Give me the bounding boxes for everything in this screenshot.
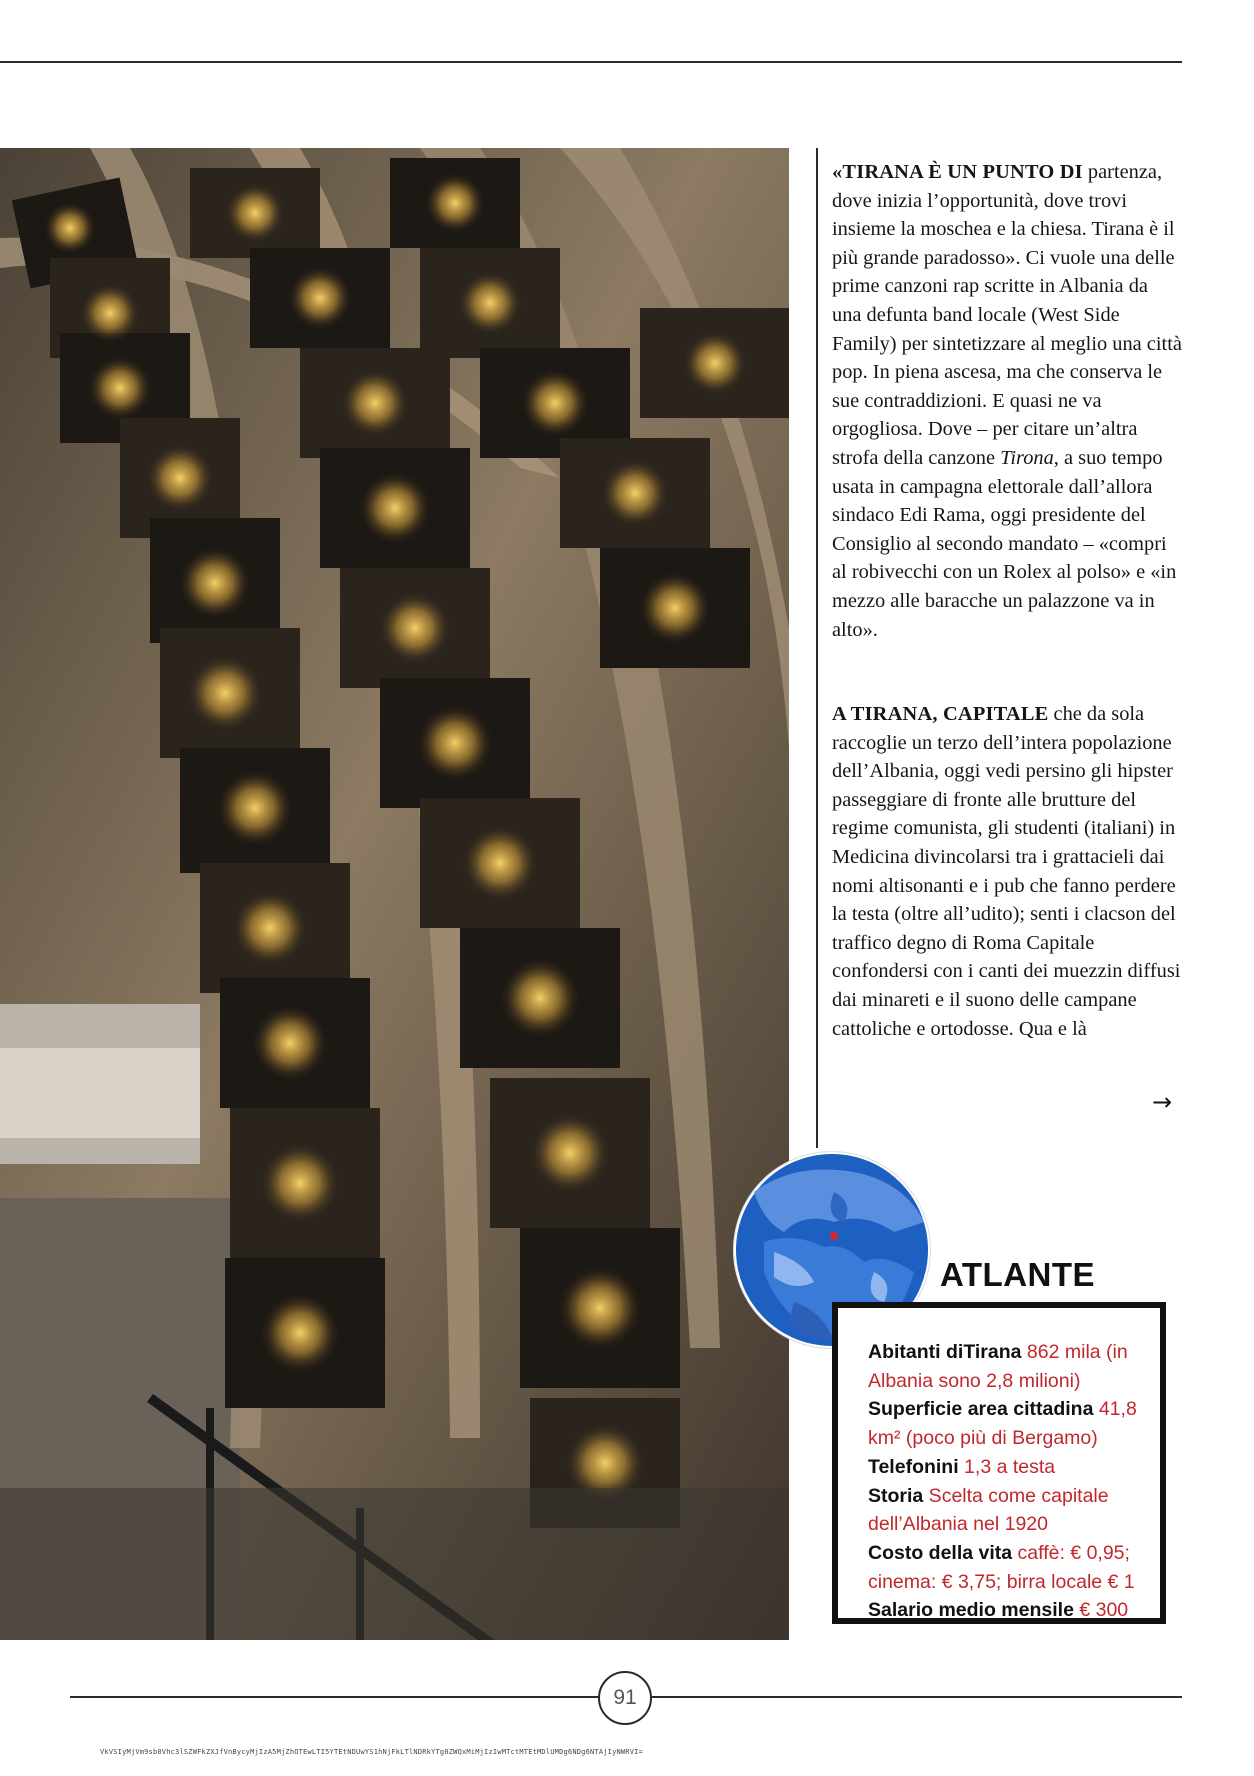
photo-illustration — [0, 148, 789, 1640]
atlante-item — [868, 1539, 1168, 1596]
atlante-label: Costo della vita — [868, 1541, 1013, 1564]
atlante-value: Scelta come capitale dell’Albania nel 1920 — [868, 1484, 1109, 1536]
atlante-box — [832, 1302, 1166, 1624]
footer-code: VkVSIyMjVm9sb0Vhc3lSZWFkZXJfVnBycyMjIzA5MjZhOTEwLTI5YTEtNDUwYS1hNjFkLTlNDRkYTg0ZWQxMiMjIzIwMTctMTEtMDlUMDg6NDg6NTAjIyNWRVI= — [100, 1748, 643, 1756]
atlante-list — [868, 1338, 1168, 1625]
paragraph-text: che da sola raccoglie un terzo dell’intera popolazione dell’Albania, oggi vedi persino gli hipster passeggiare di fronte alle brutture del regime comunista, gli studenti (italiani) in Medicina divincolarsi tra i grattacieli dai nomi altisonanti e i pub che fanno perdere la testa (oltre all’udito); senti i clacson del traffico degno di Roma Capitale confondersi con i canti dei muezzin diffusi dai minareti e il suono delle campane cattoliche e ortodosse. Qua e là — [832, 703, 1181, 1040]
paragraph-text: partenza, dove inizia l’opportunità, dove trovi insieme la moschea e la chiesa. Tirana è il più grande paradosso». Ci vuole una delle prime canzoni rap scritte in Albania da una defunta band locale (West Side Family) per sintetizzare al meglio una città pop. In piena ascesa, ma che conserva le sue contraddizioni. E quasi ne va orgogliosa. Dove – per citare un’altra strofa della canzone — [832, 161, 1182, 469]
atlante-label: Storia — [868, 1484, 924, 1507]
article-paragraph-1 — [832, 158, 1182, 644]
article-photo — [0, 148, 789, 1640]
page-number: 91 — [598, 1671, 652, 1725]
atlante-label: Superficie area cittadina — [868, 1398, 1094, 1421]
atlante-value: 1,3 a testa — [958, 1455, 1056, 1478]
atlante-value: 862 mila (in Albania sono 2,8 milioni) — [868, 1341, 1128, 1392]
atlante-item — [868, 1482, 1168, 1539]
atlante-value: 41,8 km² (poco più di Bergamo) — [868, 1398, 1137, 1450]
top-rule — [0, 61, 1182, 63]
paragraph-lead: A TIRANA, CAPITALE — [832, 703, 1049, 725]
atlante-label: Abitanti diTirana — [868, 1341, 1022, 1363]
atlante-value: € 300 — [1073, 1599, 1129, 1622]
atlante-item — [868, 1596, 1168, 1625]
atlante-label: Telefonini — [868, 1455, 959, 1478]
continue-arrow-icon: → — [1152, 1088, 1173, 1116]
paragraph-text: , a suo tempo usata in campagna elettorale dall’allora sindaco Edi Rama, oggi presidente del Consiglio al secondo mandato – «compri al robivecchi con un Rolex al polso» e «in mezzo alle baracche un palazzone va in alto». — [832, 446, 1177, 641]
atlante-item — [868, 1453, 1168, 1482]
atlante-item — [868, 1395, 1168, 1452]
atlante-item — [868, 1338, 1168, 1395]
song-title: Tirona — [1000, 446, 1054, 469]
atlante-title: ATLANTE — [940, 1256, 1096, 1293]
column-rule — [816, 148, 818, 1148]
article-paragraph-2 — [832, 700, 1182, 1043]
atlante-value: caffè: € 0,95; cinema: € 3,75; birra locale € 1 — [868, 1541, 1135, 1593]
atlante-label: Salario medio mensile — [868, 1599, 1074, 1622]
paragraph-lead: «TIRANA È UN PUNTO DI — [832, 161, 1083, 183]
